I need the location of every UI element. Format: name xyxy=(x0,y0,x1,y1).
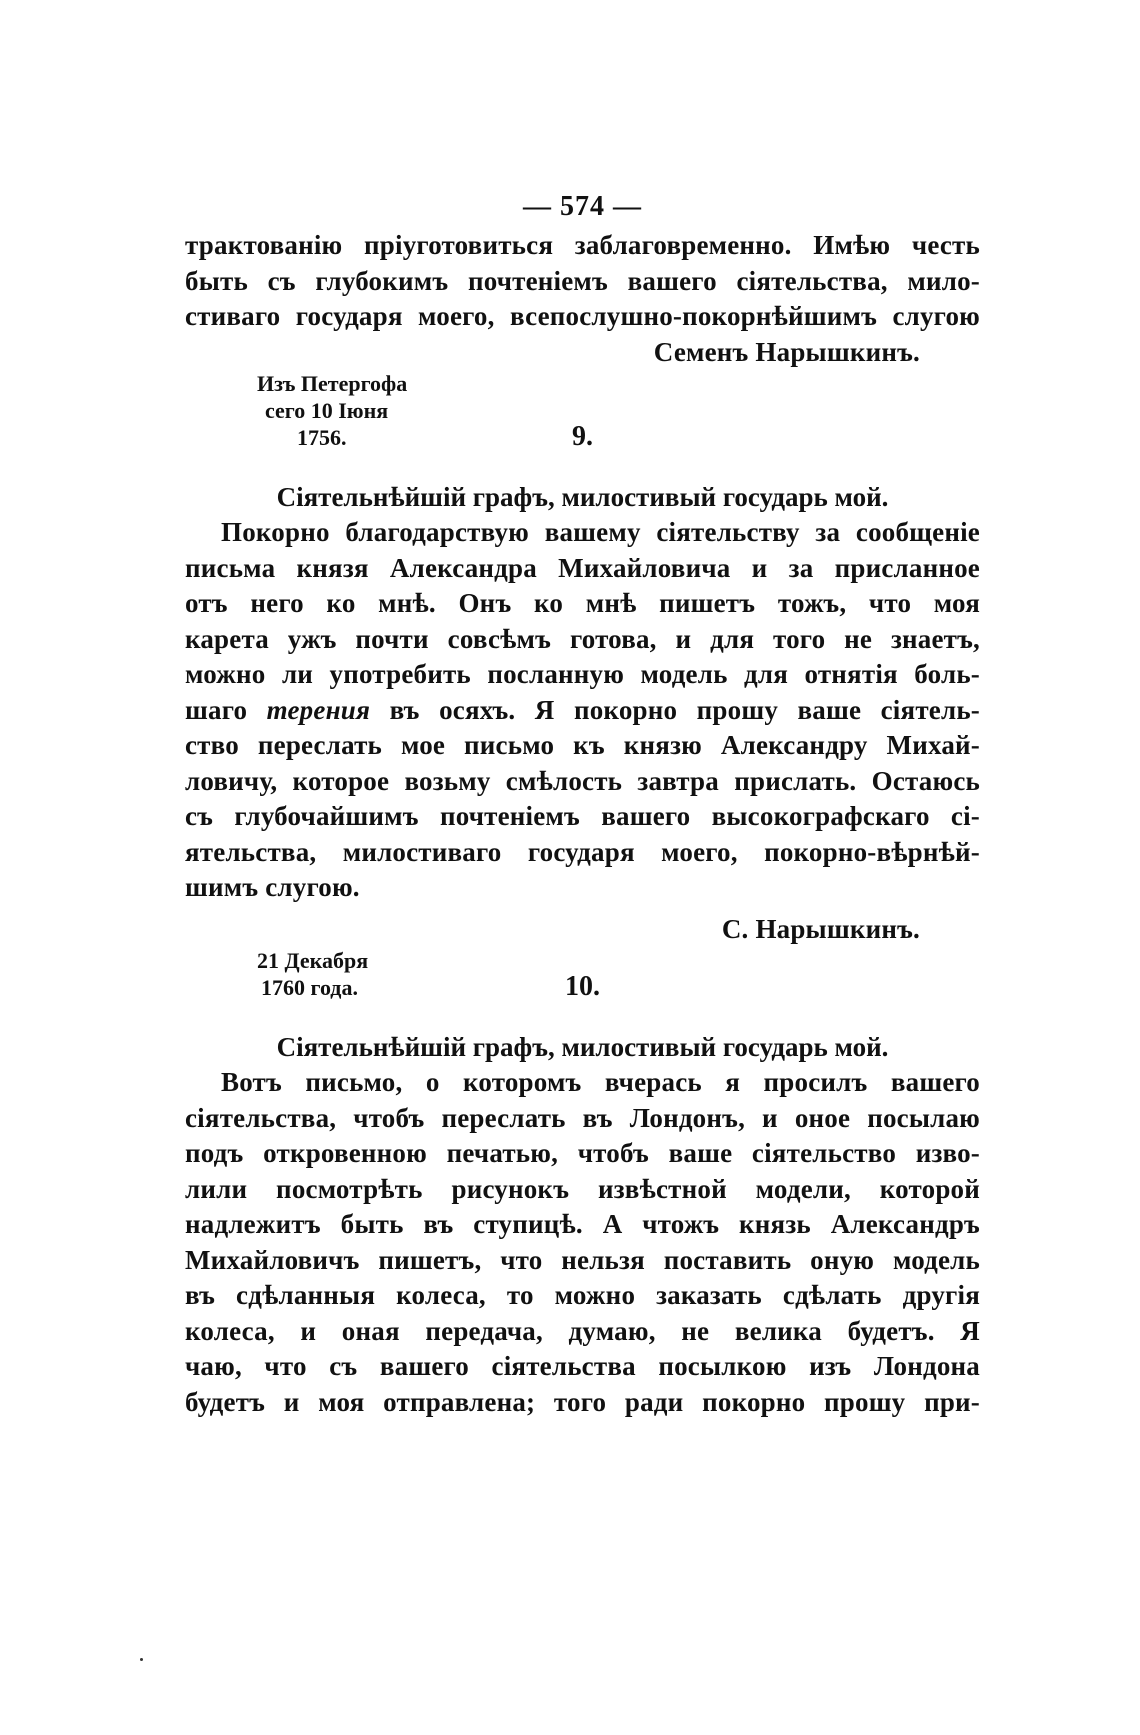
text-line: ятельства, милостиваго государя моего, покорно-вѣрнѣй- xyxy=(185,836,980,867)
letter-10 xyxy=(185,1029,980,1420)
text-fragment: шаго xyxy=(185,694,248,725)
page-body xyxy=(185,190,980,1420)
salutation: Сіятельнѣйшій графъ, милостивый государь мой. xyxy=(276,1032,889,1062)
letter-8-continuation xyxy=(185,228,980,370)
text-line: можно ли употребить посланную модель для отнятія боль- xyxy=(185,659,980,689)
text-line: Покорно благодарствую вашему сіятельству за сообщеніе xyxy=(221,517,980,547)
text-line: сіятельства, чтобъ переслать въ Лондонъ, и оное посылаю xyxy=(185,1102,980,1133)
text-line: стиваго государя моего, всепослушно-покорнѣйшимъ слугою xyxy=(185,301,980,331)
signature: С. Нарышкинъ. xyxy=(721,913,920,944)
dateline-place: Изъ Петергофа xyxy=(257,371,408,396)
text-line: въ сдѣланныя колеса, то можно заказать сдѣлать другія xyxy=(185,1280,980,1310)
text-line: отъ него ко мнѣ. Онъ ко мнѣ пишетъ тожъ, что моя xyxy=(185,588,980,618)
salutation: Сіятельнѣйшій графъ, милостивый государь мой. xyxy=(276,482,889,512)
letter-number-10: 10. xyxy=(565,971,600,1002)
letter-number-9: 9. xyxy=(572,421,593,452)
text-line: Вотъ письмо, о которомъ вчерась я просилъ вашего xyxy=(221,1067,980,1097)
text-line: съ глубочайшимъ почтеніемъ вашего высокографскаго сі- xyxy=(185,801,980,831)
text-line: письма князя Александра Михайловича и за присланное xyxy=(185,552,980,583)
text-line: ловичу, которое возьму смѣлость завтра прислать. Остаюсь xyxy=(185,765,980,796)
page-number: — 574 — xyxy=(523,191,642,222)
signature: Семенъ Нарышкинъ. xyxy=(653,336,920,367)
dateline-day: сего 10 Іюня xyxy=(265,398,389,423)
dateline-year: 1760 года. xyxy=(261,975,358,1000)
text-line-mixed xyxy=(185,693,980,729)
dateline-day: 21 Декабря xyxy=(257,948,369,973)
text-line: Михайловичъ пишетъ, что нельзя поставить оную модель xyxy=(185,1244,980,1275)
text-line: ство переслать мое письмо къ князю Александру Михай- xyxy=(185,730,980,760)
text-line: лили посмотрѣть рисунокъ извѣстной модели, которой xyxy=(185,1173,980,1204)
dateline-year: 1756. xyxy=(297,425,347,450)
text-line: карета ужъ почти совсѣмъ готова, и для того не знаетъ, xyxy=(185,623,980,654)
text-line: подъ откровенною печатью, чтобъ ваше сіятельство изво- xyxy=(185,1138,980,1168)
text-line: чаю, что съ вашего сіятельства посылкою изъ Лондона xyxy=(185,1351,980,1381)
text-fragment: въ осяхъ. Я покорно прошу ваше сіятель- xyxy=(389,694,980,725)
text-line: будетъ и моя отправлена; того ради покорно прошу при- xyxy=(185,1386,980,1417)
letter-9 xyxy=(185,479,980,947)
italic-word: терения xyxy=(266,694,371,725)
text-line: колеса, и оная передача, думаю, не велика будетъ. Я xyxy=(185,1315,980,1346)
text-line: шимъ слугою. xyxy=(185,872,360,902)
scan-speck xyxy=(140,1658,143,1661)
text-line: надлежитъ быть въ ступицѣ. А чтожъ князь Александръ xyxy=(185,1209,980,1239)
text-line: быть съ глубокимъ почтеніемъ вашего сіятельства, мило- xyxy=(185,265,980,296)
text-line: трактованію пріуготовиться заблаговременно. Имѣю честь xyxy=(185,230,980,260)
